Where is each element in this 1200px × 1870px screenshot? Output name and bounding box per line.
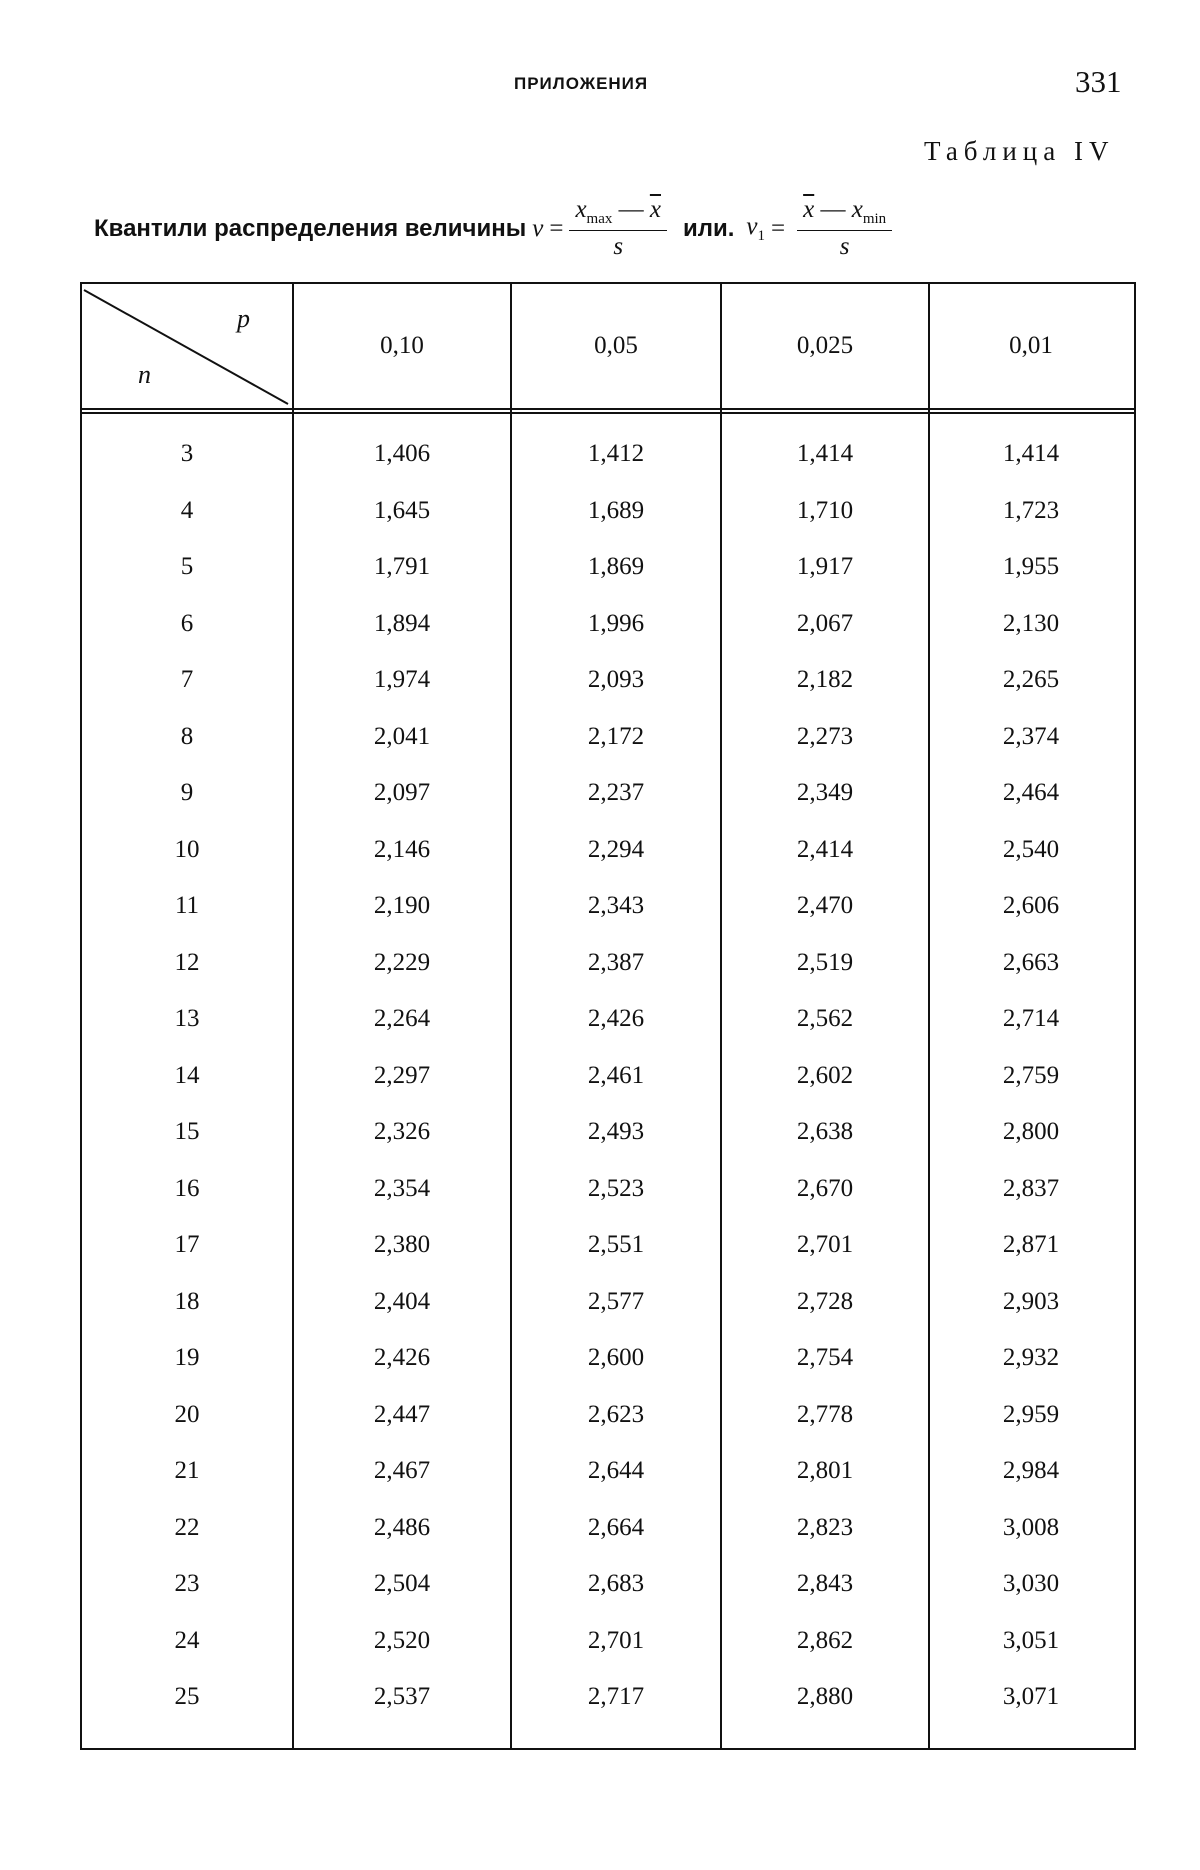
table-row xyxy=(82,765,1134,821)
formula-v1 xyxy=(746,196,898,261)
table-cell: 2,577 xyxy=(587,1287,645,1315)
corner-cell xyxy=(82,284,292,408)
table-cell: 2,932 xyxy=(1002,1344,1060,1371)
fraction-max xyxy=(569,196,667,261)
table-cell: 2,602 xyxy=(796,1061,854,1089)
table-row xyxy=(82,878,1134,934)
table-cell: 3,008 xyxy=(1002,1513,1060,1541)
table-cell: 3,051 xyxy=(1002,1626,1060,1654)
table-cell: 2,903 xyxy=(1002,1287,1060,1315)
table-cell: 2,447 xyxy=(373,1400,431,1428)
table-cell: 2,728 xyxy=(796,1287,854,1315)
row-n-value: 16 xyxy=(174,1174,200,1202)
table-cell: 1,414 xyxy=(796,440,854,467)
table-cell: 3,030 xyxy=(1002,1570,1060,1597)
table-cell: 2,190 xyxy=(373,892,431,919)
x-bar-symbol: $\overline{x}$ xyxy=(803,196,815,223)
column-header: 0,01 xyxy=(1009,332,1053,359)
column-divider xyxy=(510,284,512,1748)
diagonal-divider xyxy=(82,284,292,408)
table-cell: 2,714 xyxy=(1002,1005,1060,1032)
column-divider xyxy=(928,284,930,1748)
table-row xyxy=(82,652,1134,708)
table-cell: 2,801 xyxy=(796,1457,854,1484)
table-row xyxy=(82,1048,1134,1104)
row-n-value: 25 xyxy=(174,1683,200,1710)
table-cell: 2,470 xyxy=(796,892,854,919)
table-row xyxy=(82,1330,1134,1386)
table-row xyxy=(82,822,1134,878)
table-cell: 2,664 xyxy=(587,1513,645,1541)
table-cell: 2,984 xyxy=(1002,1457,1060,1484)
table-cell: 1,917 xyxy=(796,553,854,580)
table-cell: 2,862 xyxy=(796,1626,854,1654)
quantile-table xyxy=(80,282,1136,1750)
table-cell: 2,404 xyxy=(373,1287,431,1315)
table-cell: 1,996 xyxy=(587,609,645,637)
table-cell: 2,504 xyxy=(373,1570,431,1597)
table-cell: 2,349 xyxy=(796,779,854,806)
table-cell: 2,093 xyxy=(587,666,645,693)
table-cell: 2,387 xyxy=(587,948,645,976)
x-bar-symbol: $\overline{x}$ xyxy=(649,196,661,223)
table-cell: 2,638 xyxy=(796,1118,854,1145)
table-cell: 1,414 xyxy=(1002,440,1060,467)
row-n-value: 11 xyxy=(174,892,200,919)
table-cell: 2,754 xyxy=(796,1344,854,1371)
equals-sign: = xyxy=(549,214,564,242)
fraction-min-denominator: s xyxy=(839,233,850,260)
table-cell: 2,343 xyxy=(587,892,645,919)
table-cell: 2,537 xyxy=(373,1683,431,1710)
row-n-value: 6 xyxy=(180,609,194,637)
table-cell: 2,273 xyxy=(796,722,854,750)
fraction-min xyxy=(797,196,892,261)
row-n-value: 21 xyxy=(174,1457,200,1484)
table-cell: 1,645 xyxy=(373,496,431,524)
table-cell: 3,071 xyxy=(1002,1683,1060,1710)
table-cell: 2,426 xyxy=(373,1344,431,1371)
table-cell: 2,265 xyxy=(1002,666,1060,693)
table-cell: 1,894 xyxy=(373,609,431,637)
table-row xyxy=(82,1217,1134,1273)
table-cell: 1,406 xyxy=(373,440,431,467)
table-cell: 2,837 xyxy=(1002,1174,1060,1202)
row-n-value: 13 xyxy=(174,1005,200,1032)
table-cell: 1,710 xyxy=(796,496,854,524)
table-cell: 2,426 xyxy=(587,1005,645,1032)
minus-sign: — xyxy=(618,196,644,223)
row-n-value: 12 xyxy=(174,948,200,976)
table-cell: 1,412 xyxy=(587,440,645,467)
table-cell: 2,644 xyxy=(587,1457,645,1484)
min-subscript: min xyxy=(862,211,887,227)
column-header: 0,025 xyxy=(796,332,854,359)
table-row xyxy=(82,1669,1134,1725)
table-cell: 2,843 xyxy=(796,1570,854,1597)
table-caption xyxy=(94,196,898,261)
max-subscript: max xyxy=(586,211,613,227)
table-cell: 2,800 xyxy=(1002,1118,1060,1145)
table-row xyxy=(82,596,1134,652)
table-cell: 2,380 xyxy=(373,1231,431,1258)
table-cell: 2,959 xyxy=(1002,1400,1060,1428)
row-n-value: 8 xyxy=(180,722,194,750)
table-cell: 2,701 xyxy=(587,1626,645,1654)
table-cell: 2,297 xyxy=(373,1061,431,1089)
table-cell: 2,067 xyxy=(796,609,854,637)
column-header: 0,05 xyxy=(594,332,638,359)
running-head: ПРИЛОЖЕНИЯ xyxy=(514,74,649,93)
table-cell: 2,520 xyxy=(373,1626,431,1654)
table-cell: 2,172 xyxy=(587,722,645,750)
table-cell: 1,974 xyxy=(373,666,431,693)
table-cell: 1,955 xyxy=(1002,553,1060,580)
table-cell: 2,464 xyxy=(1002,779,1060,806)
fraction-min-numerator xyxy=(797,196,892,231)
table-cell: 2,294 xyxy=(587,835,645,863)
table-cell: 2,562 xyxy=(796,1005,854,1032)
v-symbol: v xyxy=(532,214,544,242)
table-cell: 2,486 xyxy=(373,1513,431,1541)
table-cell: 2,551 xyxy=(587,1231,645,1258)
table-cell: 2,717 xyxy=(587,1683,645,1710)
table-cell: 2,130 xyxy=(1002,609,1060,637)
table-cell: 2,146 xyxy=(373,835,431,863)
row-n-value: 4 xyxy=(180,496,194,524)
corner-n-label: n xyxy=(138,360,151,389)
table-cell: 2,354 xyxy=(373,1174,431,1202)
row-n-value: 5 xyxy=(180,553,194,580)
table-cell: 2,759 xyxy=(1002,1061,1060,1089)
table-cell: 2,663 xyxy=(1002,948,1060,976)
row-n-value: 7 xyxy=(180,666,194,693)
page-number: 331 xyxy=(1075,64,1122,99)
table-cell: 2,182 xyxy=(796,666,854,693)
table-cell: 2,683 xyxy=(587,1570,645,1597)
table-cell: 1,723 xyxy=(1002,496,1060,524)
row-n-value: 20 xyxy=(174,1400,200,1428)
v1-symbol: $v_1$ xyxy=(746,212,766,244)
table-cell: 2,493 xyxy=(587,1118,645,1145)
minus-sign: — xyxy=(820,196,846,223)
column-divider xyxy=(292,284,294,1748)
table-body xyxy=(82,412,1134,1750)
table-cell: 2,326 xyxy=(373,1118,431,1145)
formula-v xyxy=(526,196,673,261)
table-cell: 2,519 xyxy=(796,948,854,976)
table-cell: 2,229 xyxy=(373,948,431,976)
table-cell: 2,880 xyxy=(796,1683,854,1710)
table-number: Таблица IV xyxy=(924,136,1115,166)
table-row xyxy=(82,991,1134,1047)
fraction-max-denominator: s xyxy=(613,233,624,260)
table-cell: 2,264 xyxy=(373,1005,431,1032)
column-header: 0,10 xyxy=(380,332,424,359)
x-symbol: x xyxy=(851,196,863,223)
table-cell: 2,461 xyxy=(587,1061,645,1089)
corner-p-label: p xyxy=(237,304,250,333)
table-cell: 2,701 xyxy=(796,1231,854,1258)
table-cell: 1,689 xyxy=(587,496,645,524)
table-header xyxy=(82,284,1134,410)
table-cell: 2,237 xyxy=(587,779,645,806)
row-n-value: 24 xyxy=(174,1626,200,1654)
table-row xyxy=(82,539,1134,595)
row-n-value: 23 xyxy=(174,1570,200,1597)
table-cell: 2,540 xyxy=(1002,835,1060,863)
table-cell: 2,670 xyxy=(796,1174,854,1202)
table-cell: 1,791 xyxy=(373,553,431,580)
row-n-value: 15 xyxy=(174,1118,200,1145)
table-cell: 2,523 xyxy=(587,1174,645,1202)
table-cell: 2,374 xyxy=(1002,722,1060,750)
table-row xyxy=(82,709,1134,765)
table-row xyxy=(82,1274,1134,1330)
table-cell: 2,097 xyxy=(373,779,431,806)
table-row xyxy=(82,1613,1134,1669)
row-n-value: 3 xyxy=(180,440,194,467)
equals-sign: = xyxy=(771,214,786,242)
table-row xyxy=(82,935,1134,991)
table-row xyxy=(82,1443,1134,1499)
x-symbol: x xyxy=(575,196,587,223)
row-n-value: 10 xyxy=(174,835,200,863)
table-cell: 1,869 xyxy=(587,553,645,580)
table-row xyxy=(82,1161,1134,1217)
table-row xyxy=(82,1387,1134,1443)
row-n-value: 19 xyxy=(174,1344,200,1371)
table-cell: 2,414 xyxy=(796,835,854,863)
table-cell: 2,467 xyxy=(373,1457,431,1484)
table-cell: 2,041 xyxy=(373,722,431,750)
row-n-value: 14 xyxy=(174,1061,200,1089)
table-cell: 2,778 xyxy=(796,1400,854,1428)
table-cell: 2,823 xyxy=(796,1513,854,1541)
row-n-value: 17 xyxy=(174,1231,200,1258)
caption-text: Квантили распределения величины xyxy=(94,214,527,242)
table-row xyxy=(82,1104,1134,1160)
or-word: или. xyxy=(682,214,735,242)
table-cell: 2,871 xyxy=(1002,1231,1060,1258)
fraction-max-numerator xyxy=(569,196,667,231)
table-row xyxy=(82,1556,1134,1612)
row-n-value: 18 xyxy=(174,1287,200,1315)
table-cell: 2,600 xyxy=(587,1344,645,1371)
row-n-value: 9 xyxy=(180,779,194,806)
row-n-value: 22 xyxy=(174,1513,200,1541)
table-cell: 2,623 xyxy=(587,1400,645,1428)
table-row xyxy=(82,1500,1134,1556)
table-row xyxy=(82,483,1134,539)
table-cell: 2,606 xyxy=(1002,892,1060,919)
column-divider xyxy=(720,284,722,1748)
table-row xyxy=(82,426,1134,482)
